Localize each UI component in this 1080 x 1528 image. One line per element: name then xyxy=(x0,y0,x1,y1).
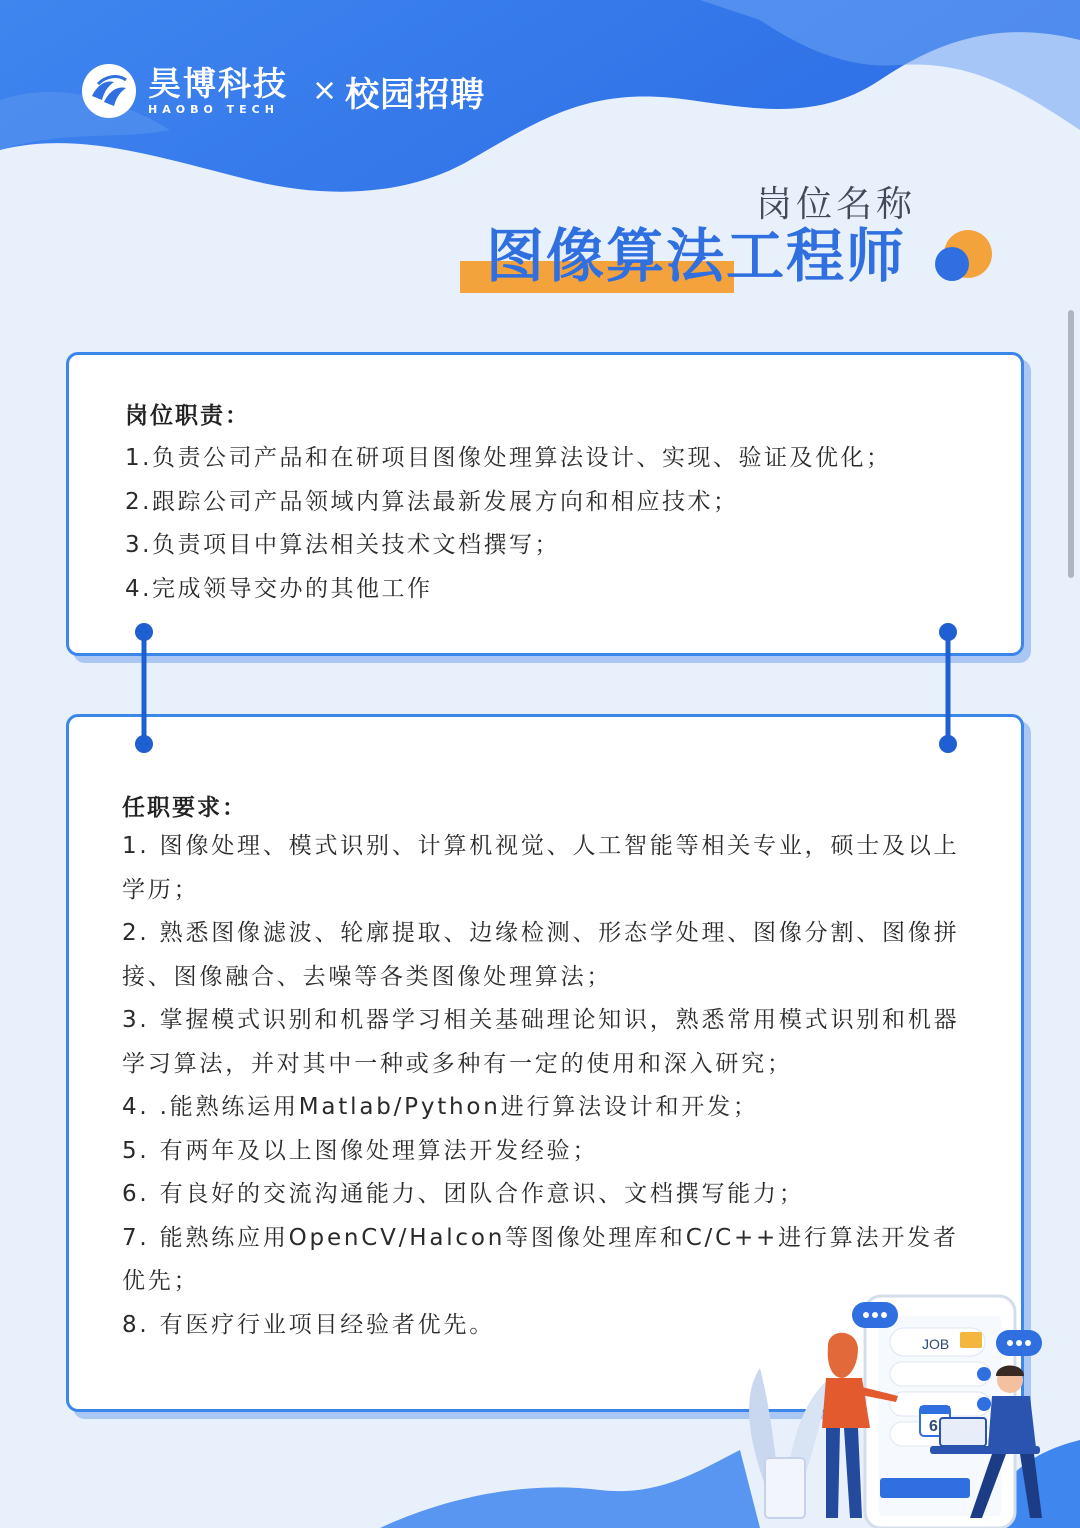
list-item: 8. 有医疗行业项目经验者优先。 xyxy=(122,1311,496,1338)
list-item: 5. 有两年及以上图像处理算法开发经验； xyxy=(122,1137,599,1164)
list-item: 2. 熟悉图像滤波、轮廓提取、边缘检测、形态学处理、图像分割、图像拼接、图像融合、去噪等各类图像处理算法； xyxy=(122,920,960,990)
list-item: 6. 有良好的交流沟通能力、团队合作意识、文档撰写能力； xyxy=(122,1181,805,1207)
requirements-list xyxy=(122,825,962,1347)
recruitment-illustration xyxy=(730,1278,1080,1528)
list-item: 4. .能熟练运用Matlab/Python进行算法设计和开发； xyxy=(122,1094,759,1120)
card-connector-right xyxy=(938,622,958,754)
brand-subtitle: HAOBO TECH xyxy=(148,102,279,116)
calendar-number: 6 xyxy=(929,1418,938,1435)
list-item: 4.完成领导交办的其他工作 xyxy=(125,575,433,602)
list-item: 1. 图像处理、模式识别、计算机视觉、人工智能等相关专业，硕士及以上学历； xyxy=(122,833,960,903)
decorative-dots-icon xyxy=(932,226,996,286)
duties-card xyxy=(66,352,1024,656)
card-connector-left xyxy=(134,622,154,754)
list-item: 7. 能熟练应用OpenCV/Halcon等图像处理库和C/C++进行算法开发者优先； xyxy=(122,1224,959,1294)
list-item: 2.跟踪公司产品领域内算法最新发展方向和相应技术； xyxy=(125,488,739,515)
brand xyxy=(148,63,288,117)
duties-list xyxy=(125,437,891,611)
scrollbar[interactable] xyxy=(1068,310,1074,578)
list-item: 3. 掌握模式识别和机器学习相关基础理论知识，熟悉常用模式识别和机器学习算法，并对其中一种或多种有一定的使用和深入研究； xyxy=(122,1007,960,1077)
campus-recruit-slogan: 校园招聘 xyxy=(345,74,486,115)
brand-name: 昊博科技 xyxy=(148,63,288,103)
header xyxy=(80,62,485,120)
haobo-logo-icon xyxy=(80,62,138,120)
position-title-block xyxy=(460,220,1020,300)
list-item: 3.负责项目中算法相关技术文档撰写； xyxy=(125,532,560,558)
position-title: 图像算法工程师 xyxy=(486,222,907,290)
position-label: 岗位名称 xyxy=(755,184,916,225)
list-item: 1.负责公司产品和在研项目图像处理算法设计、实现、验证及优化； xyxy=(125,445,892,471)
job-label: JOB xyxy=(922,1336,950,1352)
requirements-heading: 任职要求： xyxy=(122,795,247,821)
duties-heading: 岗位职责： xyxy=(125,403,250,429)
separator: × xyxy=(312,73,338,108)
plant-icon xyxy=(749,1368,830,1518)
